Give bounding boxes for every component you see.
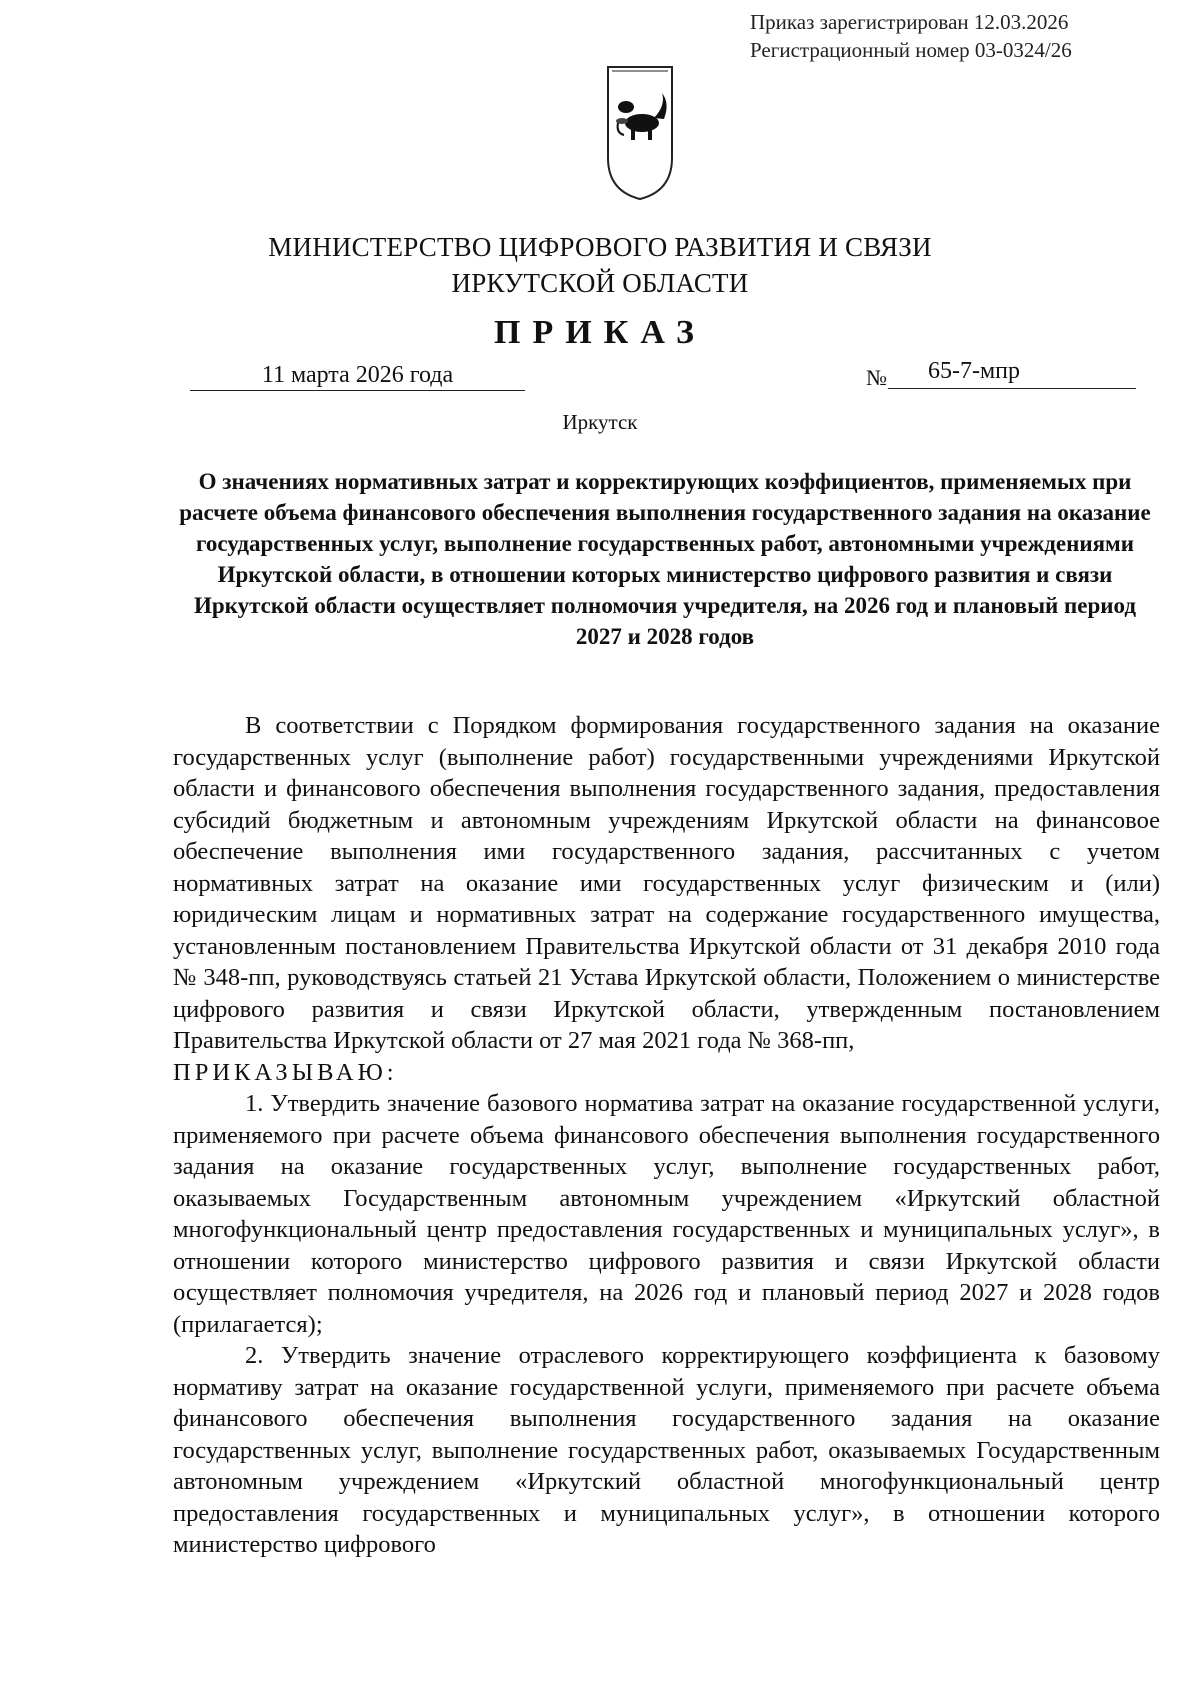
- registration-date: Приказ зарегистрирован 12.03.2026: [750, 10, 1069, 34]
- document-body: [173, 710, 1160, 1561]
- document-title: О значениях нормативных затрат и корректирующих коэффициентов, применяемых при расчете объема финансового обеспечения выполнения государственного задания на оказание государственных услуг, выполнение государственных работ, автономными учреждениями Иркутской области, в отношении которых министерство цифрового развития и связи Иркутской области осуществляет полномочия учредителя, на 2026 год и плановый период 2027 и 2028 годов: [179, 469, 1151, 649]
- registration-stamp: [750, 8, 1170, 64]
- item-1-paragraph: 1. Утвердить значение базового норматива затрат на оказание государственной услуги, применяемого при расчете объема финансового обеспечения выполнения государственного задания на оказание государственных услуг, выполнение государственных работ, оказываемых Государственным автономным учреждением «Иркутский областной многофункциональный центр предоставления государственных и муниципальных услуг», в отношении которого министерство цифрового развития и связи Иркутской области осуществляет полномочия учредителя, на 2026 год и плановый период 2027 и 2028 годов (прилагается);: [173, 1090, 1160, 1338]
- ministry-name: [200, 229, 1000, 301]
- preamble-paragraph: В соответствии с Порядком формирования государственного задания на оказание государственных услуг (выполнение работ) государственными учреждениями Иркутской области и финансового обеспечения выполнения государственного задания, предоставления субсидий бюджетным и автономным учреждениям Иркутской области на финансовое обеспечение выполнения ими государственного задания, рассчитанных с учетом нормативных затрат на оказание ими государственных услуг физическим и (или) юридическим лицам и нормативных затрат на содержание государственного имущества, установленным постановлением Правительства Иркутской области от 31 декабря 2010 года № 348-пп, руководствуясь статьей 21 Устава Иркутской области, Положением о министерстве цифрового развития и связи Иркутской области, утвержденным постановлением Правительства Иркутской области от 27 мая 2021 года № 368-пп,: [173, 712, 1160, 1054]
- irkutsk-coat-of-arms-icon: [604, 63, 676, 203]
- ministry-line-2: ИРКУТСКОЙ ОБЛАСТИ: [451, 268, 749, 298]
- item-2-paragraph: 2. Утвердить значение отраслевого корректирующего коэффициента к базовому нормативу затрат на оказание государственной услуги, применяемого при расчете объема финансового обеспечения выполнения государственного задания на оказание государственных услуг, выполнение государственных работ, оказываемых Государственным автономным учреждением «Иркутский областной многофункциональный центр предоставления государственных и муниципальных услуг», в отношении которого министерство цифрового: [173, 1342, 1160, 1558]
- registration-number: Регистрационный номер 03-0324/26: [750, 38, 1072, 62]
- order-word: ПРИКАЗЫВАЮ:: [173, 1058, 398, 1086]
- document-number: 65-7-мпр: [888, 354, 1136, 389]
- city: Иркутск: [562, 410, 638, 434]
- number-sign: №: [866, 365, 887, 390]
- ministry-line-1: МИНИСТЕРСТВО ЦИФРОВОГО РАЗВИТИЯ И СВЯЗИ: [268, 232, 932, 262]
- document-type: ПРИКАЗ: [494, 314, 706, 351]
- document-date: 11 марта 2026 года: [190, 360, 525, 391]
